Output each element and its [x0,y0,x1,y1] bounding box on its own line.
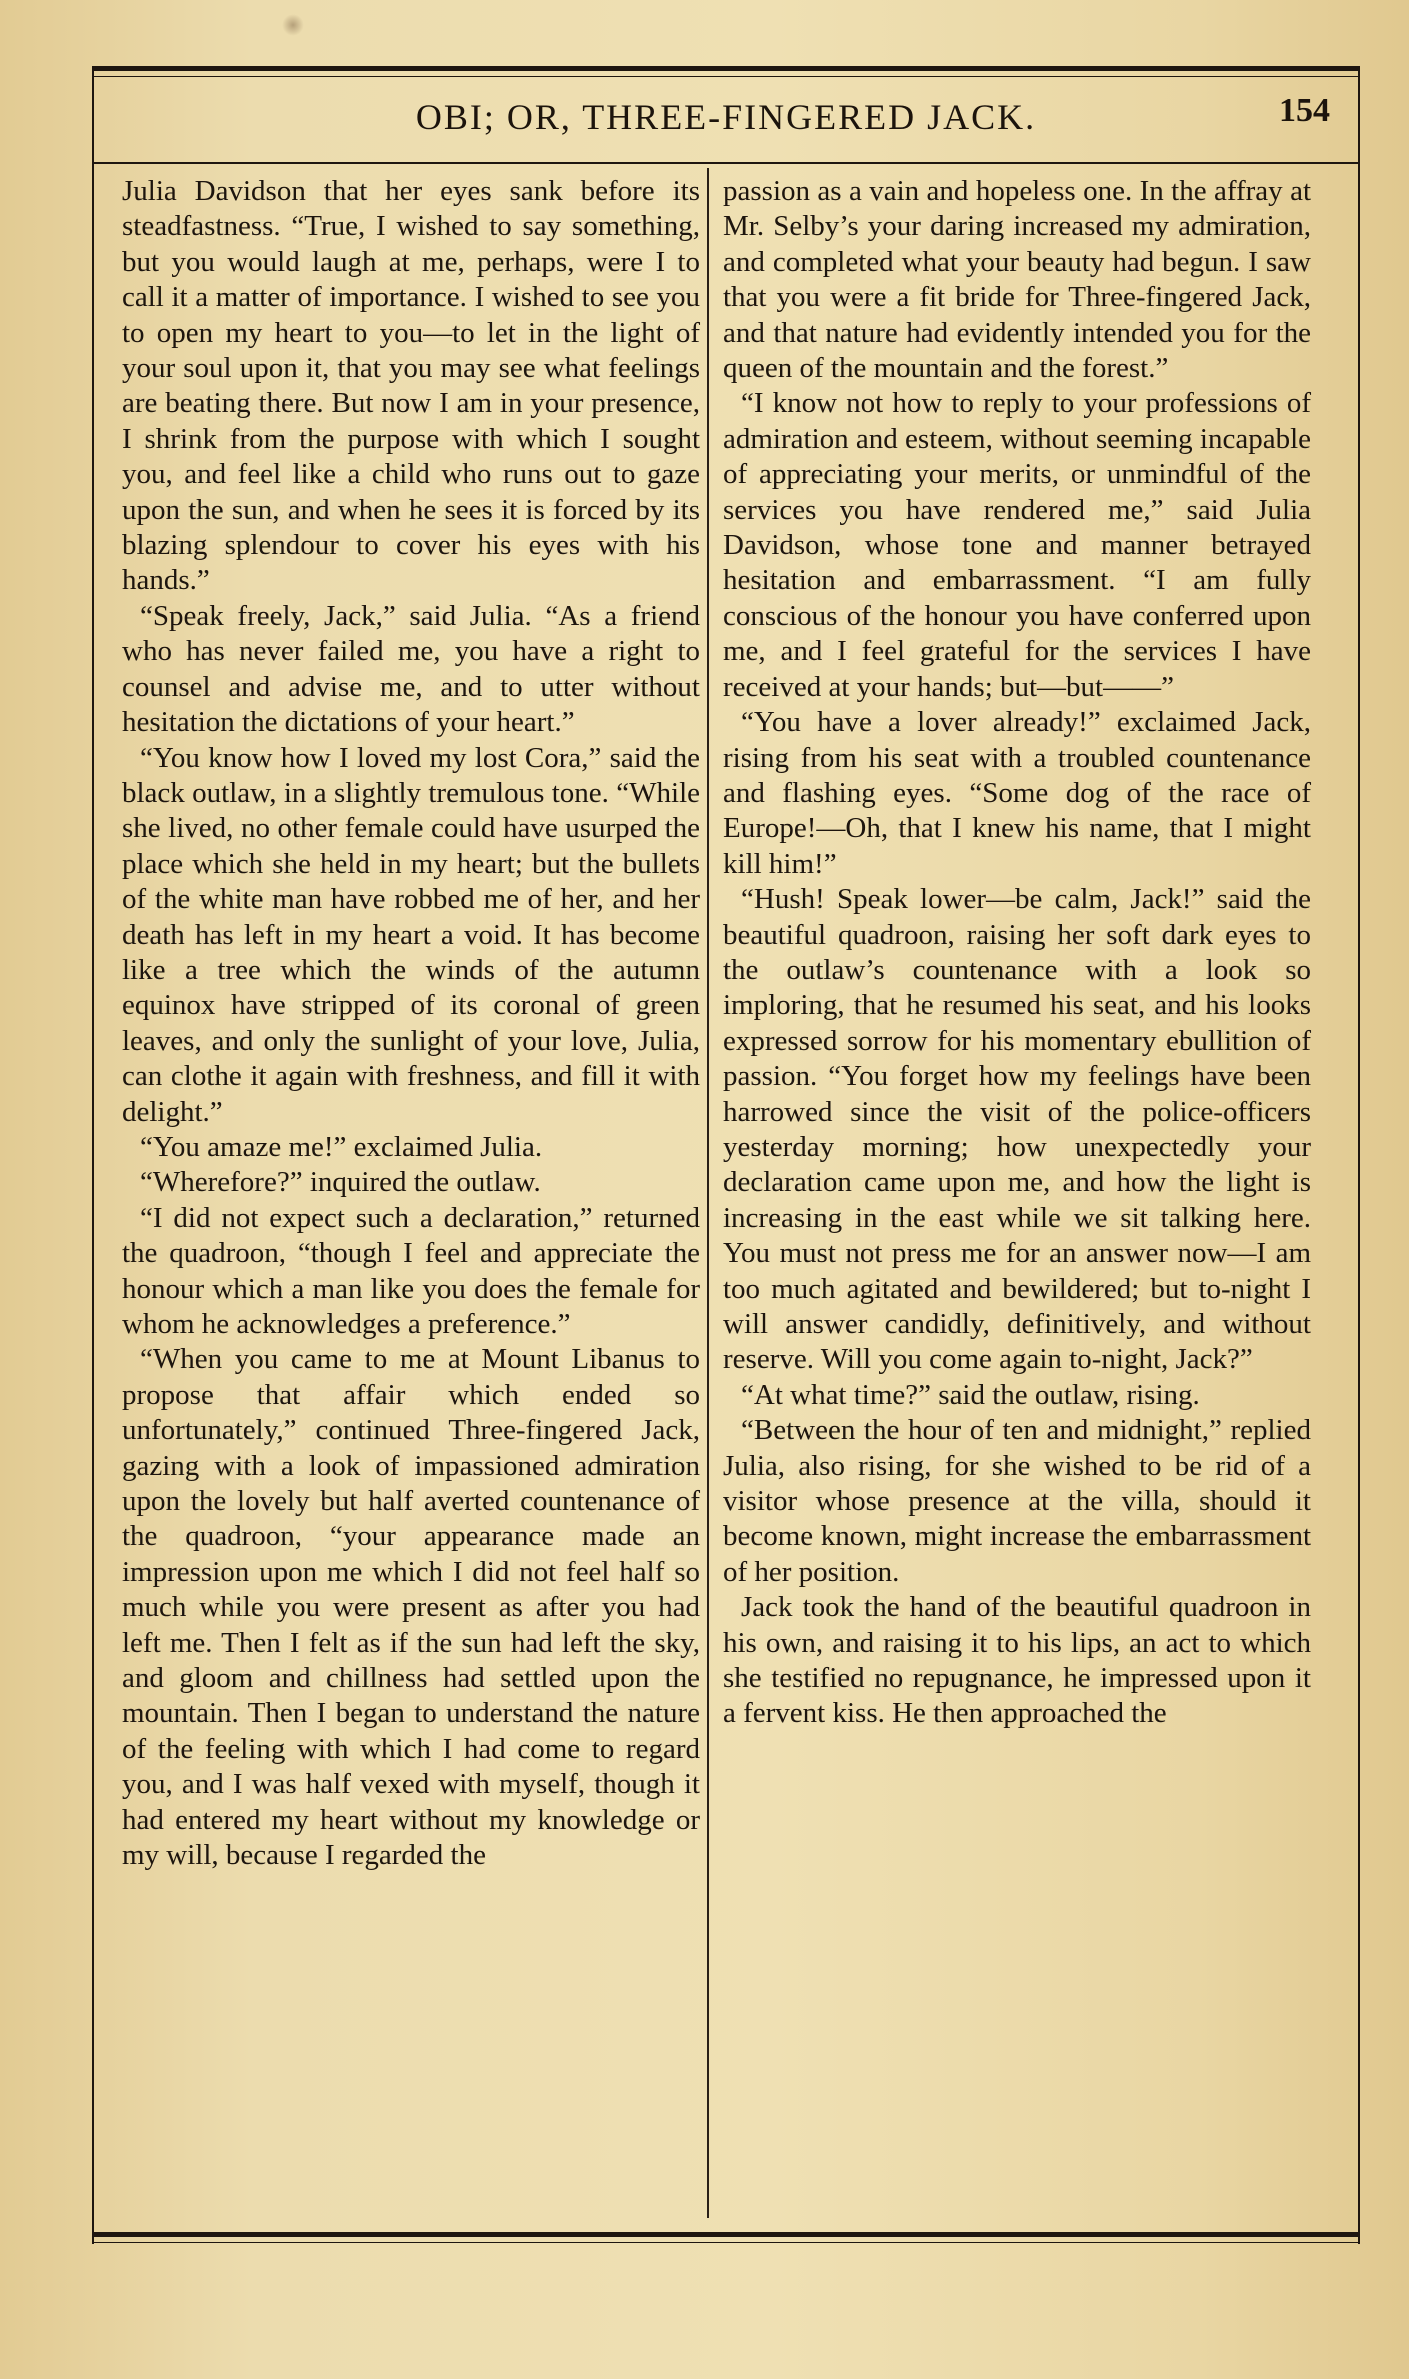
frame-left-rule [92,66,94,2244]
paragraph: “Between the hour of ten and midnight,” replied Julia, also rising, for she wished to be rid of a visitor whose presence at the villa, should it become known, might increase the embarrassment of her position. [723,1414,1311,1588]
paragraph: “Speak freely, Jack,” said Julia. “As a friend who has never failed me, you have a right to counsel and advise me, and to utter without hesitation the dictations of your heart.” [122,599,700,739]
paragraph: passion as a vain and hopeless one. In the affray at Mr. Selby’s your daring increased my admiration, and completed what your beauty had begun. I saw that you were a fit bride for Three-fingered Jack, and that nature had evidently intended you for the queen of the mountain and the forest.” [723,175,1311,385]
running-title: OBI; OR, THREE-FINGERED JACK. [415,97,1037,137]
paragraph: “I did not expect such a declaration,” returned the quadroon, “though I feel and appreciate the honour which a man like you does the female for whom he acknowledges a preference.” [122,1201,700,1340]
paragraph: “You amaze me!” exclaimed Julia. [140,1130,543,1163]
page-number: 154 [1279,92,1330,129]
paragraph: “You have a lover already!” exclaimed Jack, rising from his seat with a troubled countenance and flashing eyes. “Some dog of the race of Europe!—Oh, that I knew his name, that I might kill him!” [723,706,1311,880]
paragraph: Julia Davidson that her eyes sank before its steadfastness. “True, I wished to say something, but you would laugh at me, perhaps, were I to call it a matter of importance. I wished to see you to open my heart to you—to let in the light of your soul upon it, that you may see what feelings are beating there. But now I am in your presence, I shrink from the purpose with which I sought you, and feel like a child who runs out to gaze upon the sun, and when he sees it is forced by its blazing splendour to cover his eyes with his hands.” [122,175,700,597]
running-header [92,90,1360,150]
top-rule [92,66,1360,71]
bottom-rule-thin [92,2242,1360,2243]
paragraph: Jack took the hand of the beautiful quadroon in his own, and raising it to his lips, an act to which she testified no repugnance, he impressed upon it a fervent kiss. He then approached the [723,1591,1311,1730]
paragraph: “At what time?” said the outlaw, rising. [741,1378,1200,1411]
left-column [122,174,700,2224]
paragraph: “When you came to me at Mount Libanus to propose that affair which ended so unfortunately,” continued Three-fingered Jack, gazing with a look of impassioned admiration upon the lovely but half averted countenance of the quadroon, “your appearance made an impression upon me which I did not feel half so much while you were present as after you had left me. Then I felt as if the sun had left the sky, and gloom and chillness had settled upon the mountain. Then I began to understand the nature of the feeling with which I had come to regard you, and I was half vexed with myself, though it had entered my heart without my knowledge or my will, because I regarded the [122,1343,700,1872]
top-rule-thin [92,76,1360,77]
paragraph: “Wherefore?” inquired the outlaw. [140,1166,541,1199]
paper-stain [282,14,304,36]
paragraph: “Hush! Speak lower—be calm, Jack!” said the beautiful quadroon, raising her soft dark eyes to the outlaw’s countenance with a look so imploring, that he resumed his seat, and his looks expressed sorrow for his momentary ebullition of passion. “You forget how my feelings have been harrowed since the visit of the police-officers yesterday morning; how unexpectedly your declaration came upon me, and how the light is increasing in the east while we sit talking here. You must not press me for an answer now—I am too much agitated and bewildered; but to-night I will answer candidly, definitively, and without reserve. Will you come again to-night, Jack?” [723,883,1311,1376]
paragraph: “You know how I loved my lost Cora,” said the black outlaw, in a slightly tremulous tone. “While she lived, no other female could have usurped the place which she held in my heart; but the bullets of the white man have robbed me of her, and her death has left in my heart a void. It has become like a tree which the winds of the autumn equinox have stripped of its coronal of green leaves, and only the sunlight of your love, Julia, can clothe it again with freshness, and fill it with delight.” [122,741,700,1128]
header-rule [92,162,1360,164]
frame-right-rule [1358,66,1360,2244]
right-column [723,174,1311,2224]
bottom-rule [92,2232,1360,2237]
column-divider [707,168,709,2218]
paragraph: “I know not how to reply to your professions of admiration and esteem, without seeming incapable of appreciating your merits, or unmindful of the services you have rendered me,” said Julia Davidson, whose tone and manner betrayed hesitation and embarrassment. “I am fully conscious of the honour you have conferred upon me, and I feel grateful for the services I have received at your hands; but—but——” [723,387,1311,703]
